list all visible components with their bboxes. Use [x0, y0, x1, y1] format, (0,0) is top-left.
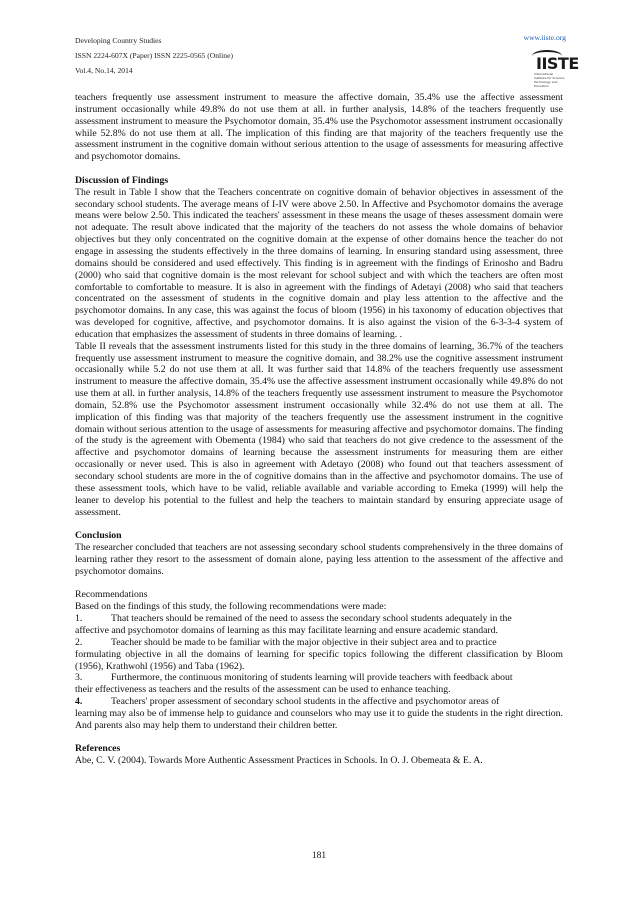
recommendation-text-cont: formulating objective in all the domains of learning for specific topics following the different classification by Bloom (1956), Krathwohl (1956) and Taba (1962).	[75, 648, 563, 672]
recommendations-intro: Based on the findings of this study, the following recommendations were made:	[75, 601, 387, 613]
recommendation-text: Furthermore, the continuous monitoring of students learning will provide teachers with feedback about	[111, 672, 513, 684]
recommendation-text: Teacher should be made to be familiar with the major objective in their subject area and to practice	[111, 636, 497, 648]
journal-volume: Vol.4, No.14, 2014	[75, 66, 133, 75]
recommendation-text-cont: their effectiveness as teachers and the results of the assessment can be used to enhance teaching.	[75, 684, 451, 696]
recommendation-item	[75, 672, 563, 696]
recommendations-heading: Recommendations	[75, 589, 148, 601]
references-heading: References	[75, 743, 121, 755]
recommendation-text: That teachers should be remained of the need to assess the secondary school students adequately in the	[111, 613, 512, 625]
discussion-heading: Discussion of Findings	[75, 174, 169, 186]
article-body	[75, 92, 563, 767]
logo-text: IISTE	[536, 54, 579, 73]
recommendation-number: 3.	[75, 672, 83, 684]
recommendation-item	[75, 637, 563, 673]
recommendation-number: 4.	[75, 696, 83, 708]
page-number: 181	[311, 851, 327, 861]
journal-url-link[interactable]: www.iiste.org	[523, 33, 566, 42]
page-header	[0, 0, 638, 90]
intro-paragraph: teachers frequently use assessment instrument to measure the affective domain, 35.4% use the affective assessment instrument occasionally while 49.8% do not use them at all. in further analysis, 14.8% of the teachers frequently use assessment instrument to measure the Psychomotor domain, 35.4% use the Psychomotor assessment instrument occasionally while 52.8% do not use them at all. The implication of this finding are that majority of the teachers frequently use the assessment instrument in the cognitive domain without serious attention to the usage of assessments for measuring affective and psychomotor domains.	[75, 92, 563, 163]
iiste-logo	[530, 50, 579, 88]
conclusion-heading: Conclusion	[75, 530, 122, 542]
recommendation-text: Teachers' proper assessment of secondary school students in the affective and psychomotor areas of	[111, 696, 500, 708]
recommendation-number: 2.	[75, 636, 83, 648]
discussion-paragraph-2: Table II reveals that the assessment instruments listed for this study in the three domains of learning, 36.7% of the teachers frequently use assessment instrument to measure the cognitive domain, and 38.2% use the cognitive assessment instrument occasionally while 5.2 do not use them at all. It was further said that 14.8% of the teachers frequently use assessment instrument to measure the affective domain, 35.4% use the affective assessment instrument occasionally while 49.8% do not use them at all. in further analysis, 14.8% of the teachers frequently use assessment instrument to measure the Psychomotor domain, 52.8% use the Psychomotor assessment instrument occasionally while 32.4% do not use them at all. The implication of this finding was that majority of the teachers frequently use the assessment instrument in the cognitive domain without serious attention to the usage of assessments for measuring affective and psychomotor domains. The finding of the study is the agreement with Obementa (1984) who said that teachers do not give credence to the assessment of the affective and psychomotor domains of learning because the assessment instruments for measuring them are either occasionally or never used. This is also in agreement with Adetayo (2008) who found out that teachers assessment of secondary school students are more in the of cognitive domains than in the affective and psychomotor domains. The use of these assessment tools, which have to be valid, reliable available and variable according to Emeka (1999) will help the leaner to develop his potential to the fullest and help the teachers to maintain standard by ensuring appreciate usage of assessment.	[75, 340, 563, 518]
conclusion-paragraph: The researcher concluded that teachers are not assessing secondary school students comprehensively in the three domains of learning rather they resort to the assessment of domain alone, paying less attention to the assessment of the affective and psychomotor domains.	[75, 542, 563, 577]
recommendation-number: 1.	[75, 613, 83, 625]
journal-name: Developing Country Studies	[75, 36, 162, 45]
journal-issn: ISSN 2224-607X (Paper) ISSN 2225-0565 (Online)	[75, 51, 233, 60]
recommendation-text-cont: learning may also be of immense help to guidance and counselors who may use it to guide the students in the right direction. And parents also may help them to understand their children better.	[75, 707, 563, 731]
recommendation-item	[75, 696, 563, 732]
reference-entry: Abe, C. V. (2004). Towards More Authentic Assessment Practices in Schools. In O. J. Obemeata & E. A.	[75, 755, 483, 767]
journal-info	[75, 33, 233, 78]
discussion-paragraph-1: The result in Table I show that the Teachers concentrate on cognitive domain of behavior objectives in assessment of the secondary school students. The average means of I-IV were above 2.50. In Affective and Psychomotor domains the average means were below 2.50. This indicated the teachers' assessment in these means the usage of theses assessment domain were not adequate. The result above indicated that the majority of the teachers do not assess the whole domains of behavior objectives but they only concentrated on the cognitive domain at the expense of other domains hence the teacher do not engage in assessing the students effectively in the three domains of learning. In ensuring standard using assessment, three domains should be considered and used effectively. This finding is in agreement with the findings of Erinosho and Badru (2000) who said that cognitive domain is the most relevant for school subject and with which the teachers are often most comfortable to comfortable to measure. It is also in agreement with the findings of Adetayi (2008) who said that teachers concentrated on the assessment of students in the cognitive domain and play less attention to the affective and the psychomotor domains. In any case, this was against the focus of bloom (1956) in his taxonomy of education objectives that was developed for cognitive, affective, and psychomotor domains. It is also against the vision of the 6-3-3-4 system of education that emphasizes the assessment of students in three domains of learning. .	[75, 186, 563, 340]
recommendation-item	[75, 613, 563, 637]
recommendation-text-cont: affective and psychomotor domains of learning as this may facilitate learning and ensure academic standard.	[75, 624, 498, 636]
logo-subtitle: International Institute for Science, Technology and Education	[534, 72, 566, 88]
